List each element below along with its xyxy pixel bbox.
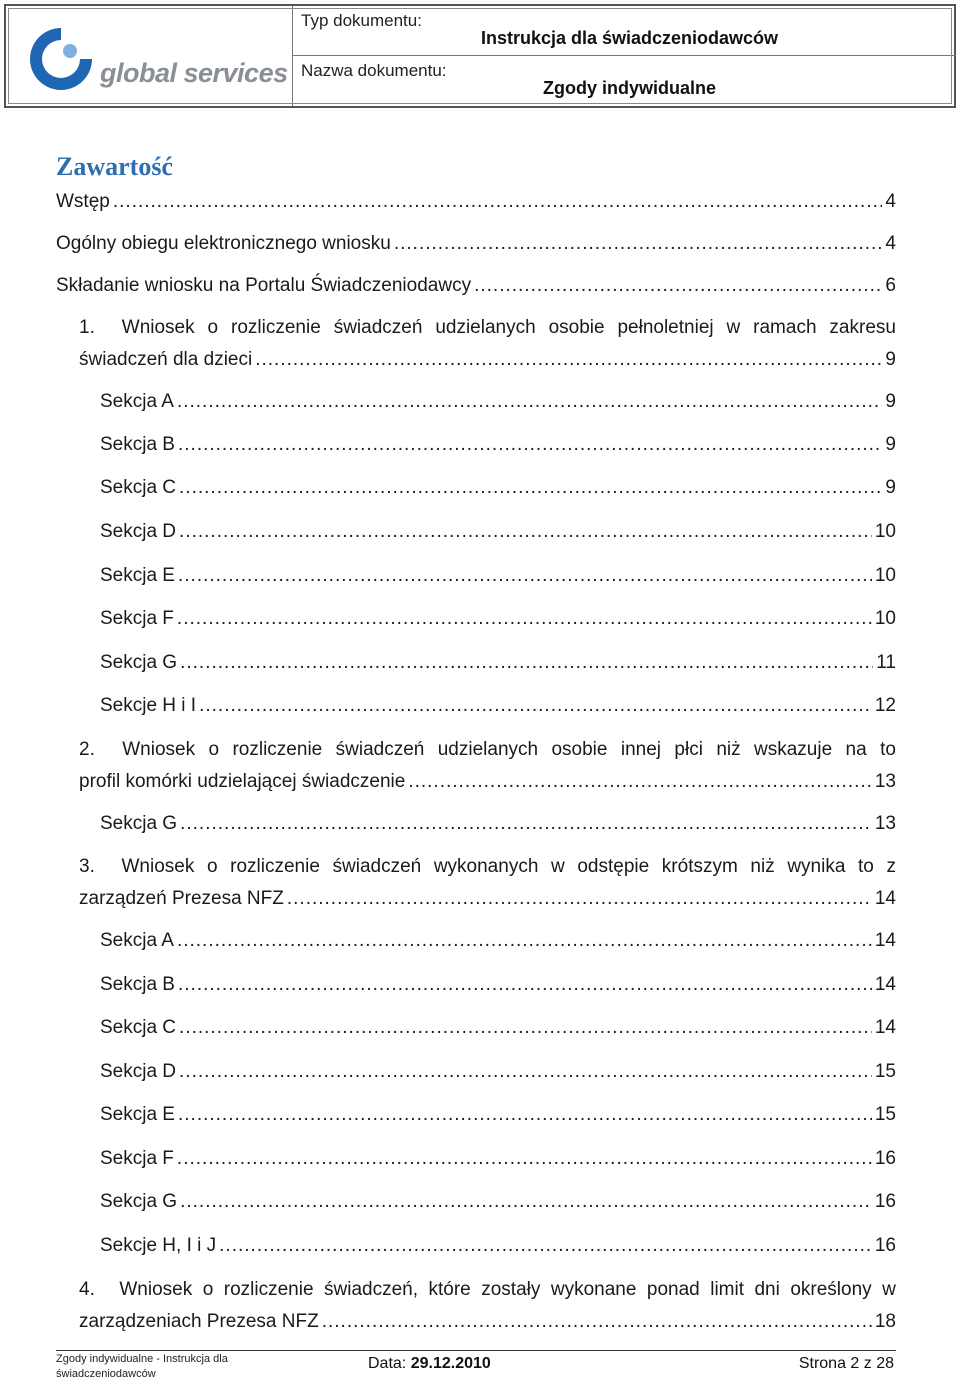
toc-entry-label: Składanie wniosku na Portalu Świadczeniodawcy xyxy=(56,275,472,296)
toc-leader-dots xyxy=(178,431,882,459)
toc-entry-word: niż xyxy=(750,856,775,877)
toc-entry-word: na xyxy=(845,739,867,760)
toc-leader-dots xyxy=(219,1232,872,1260)
doc-type-row xyxy=(293,6,956,56)
toc-entry-page: 16 xyxy=(874,1148,896,1169)
toc-entry-label: Sekcja E xyxy=(100,1104,175,1125)
toc-entry[interactable] xyxy=(100,1058,896,1086)
toc-entry-heading-line xyxy=(79,853,896,881)
toc-entry-word: ponad xyxy=(646,1279,700,1300)
toc-entry-word: rozliczenie xyxy=(223,1279,314,1300)
footer-page-info: Strona 2 z 28 xyxy=(798,1355,894,1372)
toc-entry-label: Sekcje H i I xyxy=(100,695,197,716)
toc-entry[interactable] xyxy=(100,1145,896,1173)
toc-entry-word: o xyxy=(202,1279,214,1300)
toc-entry[interactable] xyxy=(56,230,896,258)
toc-entry-page: 14 xyxy=(874,930,896,951)
toc-entry-word: Wniosek xyxy=(121,317,195,338)
doc-name-value: Zgody indywidualne xyxy=(542,78,716,98)
toc-entry-page: 13 xyxy=(874,771,896,792)
toc-leader-dots xyxy=(474,272,882,300)
toc-entry[interactable] xyxy=(100,431,896,459)
toc-entry-word: dni xyxy=(754,1279,780,1300)
footer-doc-title: Zgody indywidualne - Instrukcja dla świadczeniodawców xyxy=(56,1353,228,1380)
toc-entry-word: w xyxy=(726,317,741,338)
toc-entry-word: udzielanych xyxy=(437,739,539,760)
toc-entry-word: wskazuje xyxy=(754,739,833,760)
toc-entry-label: Sekcja G xyxy=(100,813,178,834)
toc-entry-word: świadczeń xyxy=(332,856,422,877)
toc-entry-page: 10 xyxy=(874,521,896,542)
toc-entry-word: świadczeń, xyxy=(324,1279,418,1300)
footer-date-value: 29.12.2010 xyxy=(410,1355,491,1372)
toc-entry-page: 16 xyxy=(874,1235,896,1256)
toc-entry-word: niż xyxy=(716,739,741,760)
toc-entry[interactable] xyxy=(100,1232,896,1260)
toc-entry-number: 1. xyxy=(79,317,95,338)
toc-entry[interactable] xyxy=(100,388,896,416)
toc-entry-page: 11 xyxy=(876,652,896,673)
toc-entry-word: zakresu xyxy=(829,317,896,338)
toc-entry-word: określony xyxy=(790,1279,872,1300)
toc-leader-dots xyxy=(180,810,872,838)
toc-entry[interactable] xyxy=(79,736,896,796)
document-header xyxy=(4,4,956,108)
toc-entry[interactable] xyxy=(100,518,896,546)
toc-entry-page: 12 xyxy=(874,695,896,716)
toc-entry[interactable] xyxy=(100,810,896,838)
toc-leader-dots xyxy=(177,1145,872,1173)
toc-entry-page: 9 xyxy=(885,349,896,370)
toc-entry-page: 4 xyxy=(885,191,896,212)
logo xyxy=(6,6,293,106)
toc-entry[interactable] xyxy=(100,927,896,955)
toc-entry-word: to xyxy=(858,856,874,877)
toc-entry-word: udzielanych xyxy=(435,317,536,338)
toc-entry-page: 15 xyxy=(874,1104,896,1125)
toc-leader-dots xyxy=(180,1188,872,1216)
toc-entry[interactable] xyxy=(100,1101,896,1129)
toc-entry-word: Wniosek xyxy=(122,739,196,760)
toc-entry-word: rozliczenie xyxy=(232,739,323,760)
toc-entry-page: 10 xyxy=(874,565,896,586)
toc-entry-label: świadczeń dla dzieci xyxy=(79,349,253,370)
toc-entry[interactable] xyxy=(100,605,896,633)
toc-entry-label: Sekcja B xyxy=(100,974,175,995)
toc-entry[interactable] xyxy=(100,474,896,502)
global-services-logo-icon xyxy=(26,24,96,94)
toc-entry-word: rozliczenie xyxy=(231,317,321,338)
toc-leader-dots xyxy=(178,562,872,590)
toc-entry-word: ramach xyxy=(753,317,817,338)
toc-leader-dots xyxy=(179,1014,872,1042)
toc-leader-dots xyxy=(394,230,883,258)
toc-entry-label: Sekcja C xyxy=(100,477,177,498)
toc-entry-label: Ogólny obiegu elektronicznego wniosku xyxy=(56,233,391,254)
toc-entry-label: Sekcja F xyxy=(100,608,174,629)
toc-entry[interactable] xyxy=(100,1188,896,1216)
toc-entry-word: o xyxy=(206,856,218,877)
toc-entry-word: rozliczenie xyxy=(230,856,320,877)
toc-entry[interactable] xyxy=(100,692,896,720)
toc-entry-word: Wniosek xyxy=(121,856,195,877)
toc-entry-label: Sekcja A xyxy=(100,391,174,412)
toc-entry-page: 15 xyxy=(874,1061,896,1082)
toc-entry-word: które xyxy=(428,1279,471,1300)
toc-entry-page: 9 xyxy=(885,477,896,498)
toc-entry-page: 9 xyxy=(885,391,896,412)
toc-entry-word: świadczeń xyxy=(335,739,425,760)
toc-entry-page: 9 xyxy=(885,434,896,455)
toc-entry-number: 3. xyxy=(79,856,95,877)
toc-leader-dots xyxy=(113,188,883,216)
toc-leader-dots xyxy=(199,692,872,720)
toc-entry-page: 6 xyxy=(885,275,896,296)
toc-entry[interactable] xyxy=(100,1014,896,1042)
toc-entry-label: zarządzeniach Prezesa NFZ xyxy=(79,1311,319,1332)
toc-entry-word: w xyxy=(551,856,565,877)
toc-entry-word: w xyxy=(882,1279,896,1300)
toc-entry-word: Wniosek xyxy=(119,1279,193,1300)
toc-entry-page: 4 xyxy=(885,233,896,254)
toc-entry-heading-line xyxy=(79,736,896,764)
toc-entry[interactable] xyxy=(56,272,896,300)
toc-entry[interactable] xyxy=(79,314,896,374)
toc-title: Zawartość xyxy=(56,152,173,181)
toc-leader-dots xyxy=(287,885,872,913)
toc-entry-label: Sekcja F xyxy=(100,1148,174,1169)
toc-entry[interactable] xyxy=(79,853,896,913)
toc-entry-word: o xyxy=(208,739,220,760)
toc-entry-word: odstępie xyxy=(577,856,650,877)
toc-entry-label: Sekcja D xyxy=(100,521,177,542)
toc-entry-label: Sekcja B xyxy=(100,434,175,455)
toc-entry[interactable] xyxy=(100,562,896,590)
toc-entry[interactable] xyxy=(56,188,896,216)
toc-entry-heading-line xyxy=(79,1276,896,1304)
toc-entry-word: krótszym xyxy=(661,856,738,877)
toc-leader-dots xyxy=(179,518,872,546)
toc-entry[interactable] xyxy=(100,971,896,999)
footer-date-label: Data: xyxy=(368,1355,407,1372)
doc-type-value: Instrukcja dla świadczeniodawców xyxy=(480,28,779,48)
toc-entry-word: pełnoletniej xyxy=(617,317,714,338)
toc-entry-page: 13 xyxy=(874,813,896,834)
toc-leader-dots xyxy=(180,649,873,677)
toc-entry-word: wykonanych xyxy=(433,856,539,877)
toc-leader-dots xyxy=(179,474,882,502)
toc-entry-word: osobie xyxy=(548,317,605,338)
toc-entry-page: 18 xyxy=(874,1311,896,1332)
doc-name-label: Nazwa dokumentu: xyxy=(301,61,447,80)
toc-entry-number: 4. xyxy=(79,1279,95,1300)
toc-entry-page: 14 xyxy=(874,974,896,995)
toc-entry-page: 10 xyxy=(874,608,896,629)
toc-entry-page: 14 xyxy=(874,1017,896,1038)
doc-type-label: Typ dokumentu: xyxy=(301,11,422,30)
toc-entry-page: 16 xyxy=(874,1191,896,1212)
toc-leader-dots xyxy=(177,388,882,416)
toc-entry-word: to xyxy=(880,739,896,760)
toc-entry-label: Sekcje H, I i J xyxy=(100,1235,217,1256)
toc-entry-word: świadczeń xyxy=(333,317,423,338)
toc-entry-label: Sekcja G xyxy=(100,1191,178,1212)
toc-entry-label: profil komórki udzielającej świadczenie xyxy=(79,771,406,792)
toc-entry-word: z xyxy=(886,856,896,877)
toc-entry-label: Sekcja D xyxy=(100,1061,177,1082)
toc-entry-word: osobie xyxy=(551,739,608,760)
toc-entry-label: zarządzeń Prezesa NFZ xyxy=(79,888,284,909)
toc-leader-dots xyxy=(178,971,872,999)
toc-entry-label: Sekcja A xyxy=(100,930,174,951)
toc-entry-word: wykonane xyxy=(550,1279,637,1300)
toc-leader-dots xyxy=(179,1058,872,1086)
toc-entry-word: płci xyxy=(674,739,703,760)
toc-entry-label: Sekcja G xyxy=(100,652,178,673)
toc-leader-dots xyxy=(178,1101,872,1129)
toc-entry-number: 2. xyxy=(79,739,95,760)
toc-entry[interactable] xyxy=(79,1276,896,1336)
toc-entry-label: Sekcja E xyxy=(100,565,175,586)
toc-entry-word: wynika xyxy=(787,856,846,877)
toc-entry-word: o xyxy=(207,317,219,338)
toc-entry-word: zostały xyxy=(481,1279,541,1300)
footer-divider xyxy=(56,1350,896,1351)
toc-entry-heading-line xyxy=(79,314,896,342)
toc-entry-word: innej xyxy=(620,739,662,760)
toc-leader-dots xyxy=(408,768,872,796)
toc-entry[interactable] xyxy=(100,649,896,677)
doc-name-row xyxy=(293,56,956,105)
toc-entry-label: Wstęp xyxy=(56,191,110,212)
toc-leader-dots xyxy=(255,346,882,374)
toc-entry-page: 14 xyxy=(874,888,896,909)
toc-leader-dots xyxy=(177,605,872,633)
logo-text: global services xyxy=(100,58,288,88)
toc-leader-dots xyxy=(322,1308,872,1336)
toc-entry-label: Sekcja C xyxy=(100,1017,177,1038)
footer-date xyxy=(368,1355,491,1373)
toc-leader-dots xyxy=(177,927,872,955)
toc-entry-word: limit xyxy=(710,1279,744,1300)
